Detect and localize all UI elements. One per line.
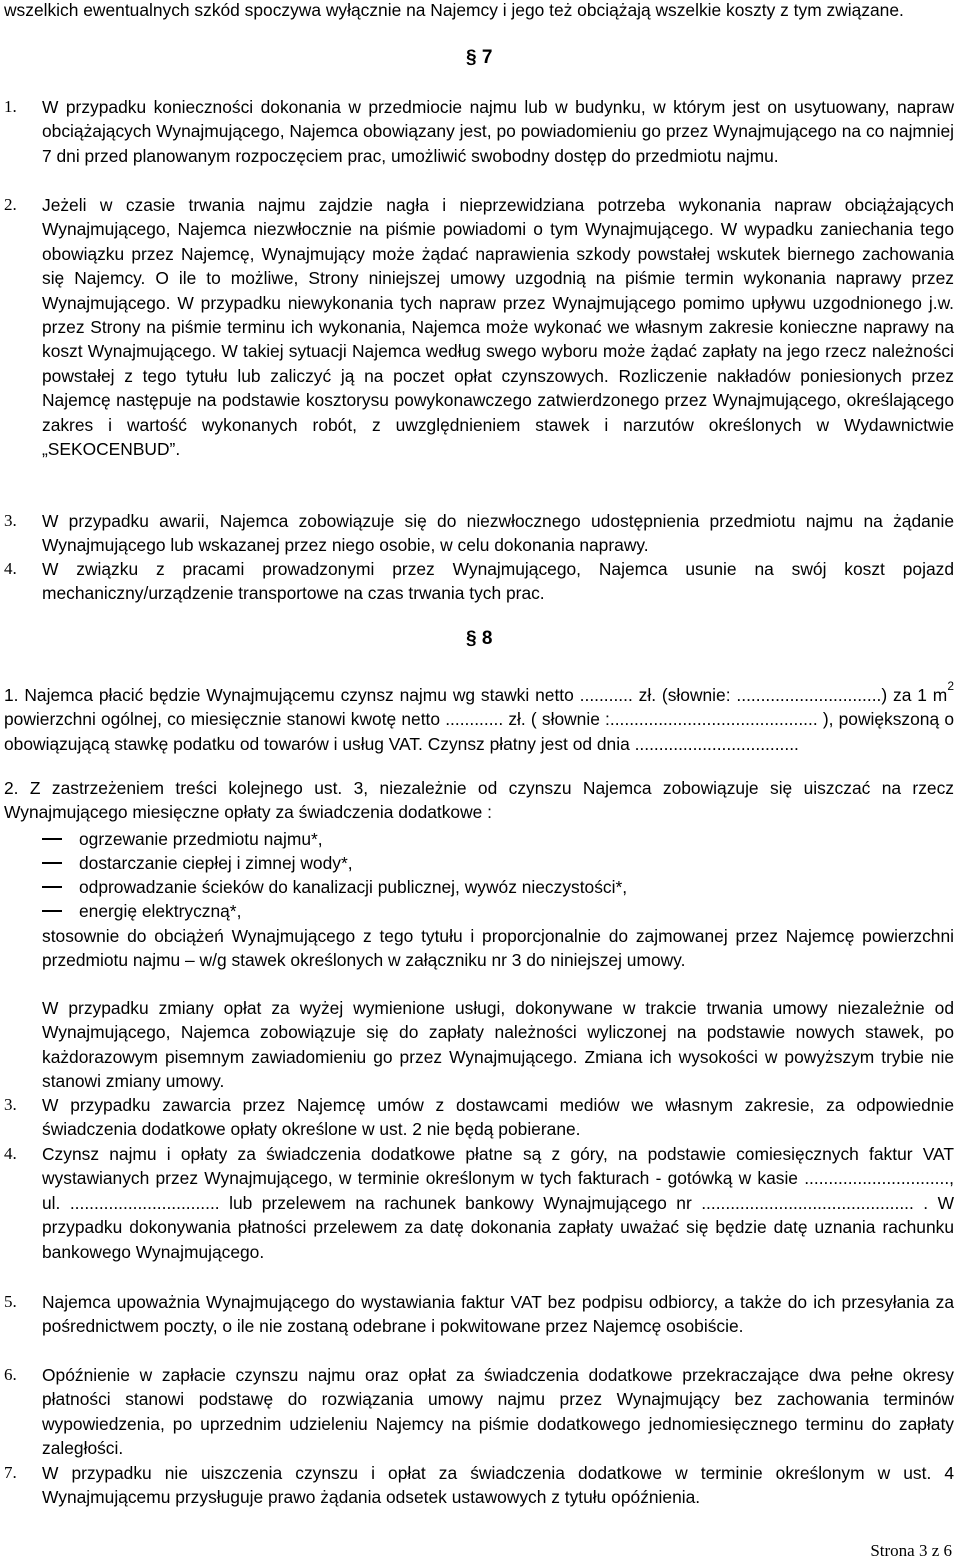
- section-7-item-3: W przypadku awarii, Najemca zobowiązuje się do niezwłocznego udostępnienia przedmiotu najmu na żądanie Wynajmującego lub wskazanej przez niego osobie, w celu dokonania naprawy.: [42, 511, 954, 556]
- section-8-item-4: Czynsz najmu i opłaty za świadczenia dodatkowe płatne są z góry, na podstawie comiesięcznych faktur VAT wystawianych przez Wynajmującego, w terminie określonym w tych fakturach - gotówką w kasie .............................., ul. ............................... lub przelewem na rachunek bankowy Wynajmującego nr ............................................ . W przypadku dokonywania płatności przelewem za datę dokonania zapłaty uważać się będzie datę uznania rachunku bankowego Wynajmującego.: [42, 1144, 954, 1262]
- fees-allocation-text: stosownie do obciążeń Wynajmującego z tego tytułu i proporcjonalnie do zajmowanej przez Najemcę powierzchni przedmiotu najmu – w/g stawek określonych w załączniku nr 3 do niniejszej umowy.: [42, 926, 954, 971]
- item-number: 3.: [4, 511, 17, 530]
- item-number: 1.: [4, 97, 17, 116]
- item-number: 2.: [4, 195, 17, 214]
- item-number: 6.: [4, 1365, 17, 1384]
- document-page: wszelkich ewentualnych szkód spoczywa wyłącznie na Najemcy i jego też obciążają wszelkie koszty z tym związane. § 7 1. W przypadku konieczności dokonania w przedmiocie najmu lub w budynku, w którym jest on usytuowany, napraw obciążających Wynajmującego, Najemca obowiązany jest, po powiadomieniu go przez Wynajmującego na co najmniej 7 dni przed planowanym rozpoczęciem prac, umożliwić swobodny dostęp do przedmiotu najmu. 2. Jeżeli w czasie trwania najmu zajdzie nagła i nieprzewidziana potrzeba wykonania napraw obciążających Wynajmującego, Najemca niezwłocznie na piśmie powiadomi o tym Wynajmującego. W wypadku zaniechania tego obowiązku przez Najemcę, Wynajmujący może żądać naprawienia szkody powstałej wskutek biernego zachowania się Najemcy. O ile to możliwe, Strony niniejszej umowy uzgodnią na piśmie termin wykonania naprawy przez Wynajmującego. W przypadku niewykonania tych napraw przez Wynajmującego pomimo upływu uzgodnionego j.w. przez Strony na piśmie terminu ich wykonania, Najemca może wykonać we własnym zakresie konieczne naprawy na koszt Wynajmującego. W takiej sytuacji Najemca według swego wyboru może żądać zapłaty na jego rzecz należności powstałej z tego tytułu lub zaliczyć ją na poczet opłat czynszowych. Rozliczenie nakładów poniesionych przez Najemcę następuje na podstawie kosztorysu powykonawczego zatwierdzonego przez Wynajmującego, określającego zakres i wartość wykonanych robót, z uwzględnieniem stawek i narzutów określonych w Wydawnictwie „SEKOCENBUD”. 3. W przypadku awarii, Najemca zobowiązuje się do niezwłocznego udostępnienia przedmiotu najmu na żądanie Wynajmującego lub wskazanej przez niego osobie, w celu dokonania naprawy. 4. W związku z pracami prowadzonymi przez Wynajmującego, Najemca usunie na swój koszt pojazd mechaniczny/urządzenie transportowe na czas trwania tych prac. § 8 1. Najemca płacić będzie Wynajmującemu czynsz najmu wg stawki netto ........... zł. (słownie: ..............................) za 1 $m^2$ powierzchni ogólnej, co miesięcznie stanowi kwotę netto ............ zł. ( słownie :........................................... ), powiększoną o obowiązującą stawkę podatku od towarów i usług VAT. Czynsz płatny jest od dnia .................................. 2. Z zastrzeżeniem treści kolejnego ust. 3, niezależnie od czynszu Najemca zobowiązuje się uiszczać na rzecz Wynajmującego miesięczne opłaty za świadczenia dodatkowe : ogrzewanie przedmiotu najmu*, dostarczanie ciepłej i zimnej wody*, odprowadzanie ścieków do kanalizacji publicznej, wywóz nieczystości*, energię elektryczną*, stosownie do obciążeń Wynajmującego z tego tytułu i proporcjonalnie do zajmowanej przez Najemcę powierzchni przedmiotu najmu – w/g stawek określonych w załączniku nr 3 do niniejszej umowy. W przypadku zmiany opłat za wyżej wymienione usługi, dokonywane w trakcie trwania umowy niezależnie od Wynajmującego, Najemca zobowiązuje się do zapłaty należności wyliczonej na podstawie nowych stawek, po każdorazowym pisemnym zawiadomieniu go przez Wynajmującego. Zmiana ich wysokości w powyższym trybie nie stanowi zmiany umowy. 3. W przypadku zawarcia przez Najemcę umów z dostawcami mediów we własnym zakresie, za odpowiednie świadczenia dodatkowe opłaty określone w ust. 2 nie będą pobierane. 4. Czynsz najmu i opłaty za świadczenia dodatkowe płatne są z góry, na podstawie comiesięcznych faktur VAT wystawianych przez Wynajmującego, w terminie określonym w tych fakturach - gotówką w kasie .............................., ul. ............................... lub przelewem na rachunek bankowy Wynajmującego nr ............................................ . W przypadku dokonywania płatności przelewem za datę dokonania zapłaty uważać się będzie datę uznania rachunku bankowego Wynajmującego. 5. Najemca upoważnia Wynajmującego do wystawiania faktur VAT bez podpisu odbiorcy, a także do ich przesyłania za pośrednictwem poczty, o ile nie zostaną odebrane i pokwitowane przez Najemcę osobiście. 6. Opóźnienie w zapłacie czynszu najmu oraz opłat za świadczenia dodatkowe przekraczające dwa pełne okresy płatności stanowi podstawę do rozwiązania umowy najmu przez Wynajmujący bez zachowania terminów wypowiedzenia, po uprzednim udzieleniu Najemcy na piśmie dodatkowego jednomiesięcznego terminu do zapłaty zaległości. 7. W przypadku nie uiszczenia czynszu i opłat za świadczenia dodatkowe w terminie określonym w ust. 4 Wynajmującemu przysługuje prawo żądania odsetek ustawowych z tytułu opóźnienia. Strona 3 z 6: [4, 0, 954, 1560]
- section-7-item-4: W związku z pracami prowadzonymi przez Wynajmującego, Najemca usunie na swój koszt pojazd mechaniczny/urządzenie transportowe na czas trwania tych prac.: [42, 559, 954, 604]
- section-8-item-1: [4, 678, 954, 756]
- item-number: 3.: [4, 1095, 17, 1114]
- dash-bullet-icon: [42, 862, 62, 864]
- dash-bullet-icon: [42, 910, 62, 912]
- section-7-heading: § 7: [466, 47, 493, 68]
- section-8-item-7: W przypadku nie uiszczenia czynszu i opłat za świadczenia dodatkowe w terminie określonym w ust. 4 Wynajmującemu przysługuje prawo żądania odsetek ustawowych z tytułu opóźnienia.: [42, 1463, 954, 1508]
- section-7-item-2: Jeżeli w czasie trwania najmu zajdzie nagła i nieprzewidziana potrzeba wykonania napraw obciążających Wynajmującego, Najemca niezwłocznie na piśmie powiadomi o tym Wynajmującego. W wypadku zaniechania tego obowiązku przez Najemcę, Wynajmujący może żądać naprawienia szkody powstałej wskutek biernego zachowania się Najemcy. O ile to możliwe, Strony niniejszej umowy uzgodnią na piśmie termin wykonania naprawy przez Wynajmującego. W przypadku niewykonania tych napraw przez Wynajmującego pomimo upływu uzgodnionego j.w. przez Strony na piśmie terminu ich wykonania, Najemca może wykonać we własnym zakresie konieczne naprawy na koszt Wynajmującego. W takiej sytuacji Najemca według swego wyboru może żądać zapłaty na jego rzecz należności powstałej z tego tytułu lub zaliczyć ją na poczet opłat czynszowych. Rozliczenie nakładów poniesionych przez Najemcę następuje na podstawie kosztorysu powykonawczego zatwierdzonego przez Wynajmującego, określającego zakres i wartość wykonanych robót, z uwzględnieniem stawek i narzutów określonych w Wydawnictwie „SEKOCENBUD”.: [42, 195, 954, 460]
- section-8-heading: § 8: [466, 628, 493, 649]
- section-8-item-6: Opóźnienie w zapłacie czynszu najmu oraz opłat za świadczenia dodatkowe przekraczające dwa pełne okresy płatności stanowi podstawę do rozwiązania umowy najmu przez Wynajmujący bez zachowania terminów wypowiedzenia, po uprzednim udzieleniu Najemcy na piśmie dodatkowego jednomiesięcznego terminu do zapłaty zaległości.: [42, 1365, 954, 1459]
- item-number: 4.: [4, 1144, 17, 1163]
- item-number: 4.: [4, 559, 17, 578]
- dash-bullet-icon: [42, 886, 62, 888]
- section-8-item-3: W przypadku zawarcia przez Najemcę umów z dostawcami mediów we własnym zakresie, za odpowiednie świadczenia dodatkowe opłaty określone w ust. 2 nie będą pobierane.: [42, 1095, 954, 1140]
- fees-intro-text: 2. Z zastrzeżeniem treści kolejnego ust. 3, niezależnie od czynszu Najemca zobowiązuje się uiszczać na rzecz Wynajmującego miesięczne opłaty za świadczenia dodatkowe :: [4, 778, 954, 823]
- dash-bullet-icon: [42, 838, 62, 840]
- continued-paragraph: wszelkich ewentualnych szkód spoczywa wyłącznie na Najemcy i jego też obciążają wszelkie koszty z tym związane.: [4, 0, 904, 20]
- page-number-footer: Strona 3 z 6: [870, 1541, 952, 1560]
- square-meter-superscript: 2: [947, 679, 954, 693]
- section-8-item-5: Najemca upoważnia Wynajmującego do wystawiania faktur VAT bez podpisu odbiorcy, a także do ich przesyłania za pośrednictwem poczty, o ile nie zostaną odebrane i pokwitowane przez Najemcę osobiście.: [42, 1292, 954, 1337]
- section-7-item-1: W przypadku konieczności dokonania w przedmiocie najmu lub w budynku, w którym jest on usytuowany, napraw obciążających Wynajmującego, Najemca obowiązany jest, po powiadomieniu go przez Wynajmującego na co najmniej 7 dni przed planowanym rozpoczęciem prac, umożliwić swobodny dostęp do przedmiotu najmu.: [42, 97, 954, 166]
- fees-change-text: W przypadku zmiany opłat za wyżej wymienione usługi, dokonywane w trakcie trwania umowy niezależnie od Wynajmującego, Najemca zobowiązuje się do zapłaty należności wyliczonej na podstawie nowych stawek, po każdorazowym pisemnym zawiadomieniu go przez Wynajmującego. Zmiana ich wysokości w powyższym trybie nie stanowi zmiany umowy.: [42, 998, 954, 1092]
- item-number: 5.: [4, 1292, 17, 1311]
- rent-clause-text-continued: powierzchni ogólnej, co miesięcznie stanowi kwotę netto ............ zł. ( słownie :........................................... ), powiększoną o obowiązującą stawkę podatku od towarów i usług VAT. Czynsz płatny jest od dnia ..................................: [4, 709, 954, 754]
- rent-clause-text: 1. Najemca płacić będzie Wynajmującemu czynsz najmu wg stawki netto ........... zł. (słownie: ..............................) za 1 m: [4, 684, 948, 705]
- section-8-item-2-intro: [4, 776, 954, 825]
- item-number: 7.: [4, 1463, 17, 1482]
